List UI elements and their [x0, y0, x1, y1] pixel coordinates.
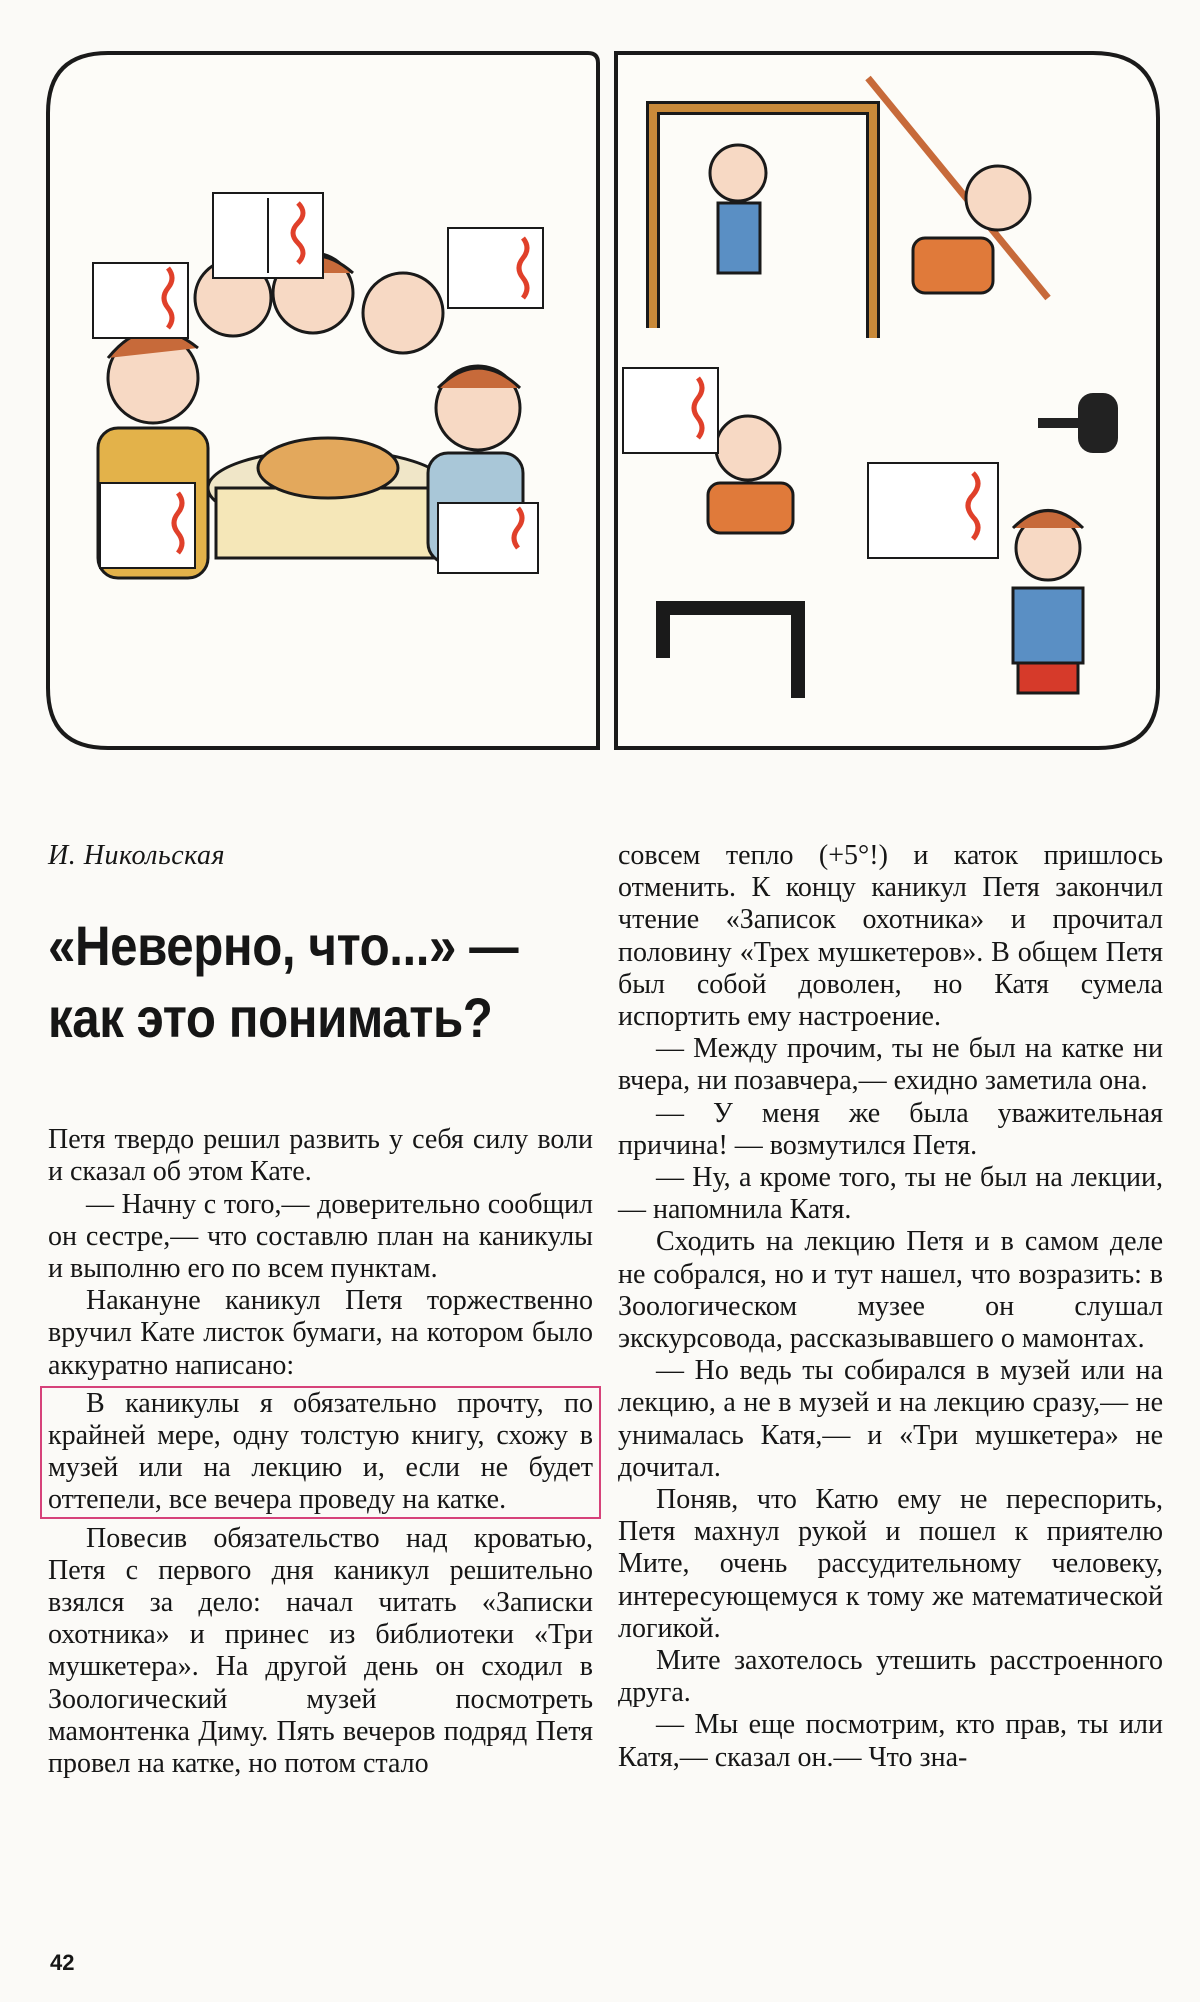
paragraph: — У меня же была уважительная причина! — возмутился Петя.: [618, 1097, 1163, 1161]
article-title: [48, 910, 594, 1054]
paragraph: Повесив обязательство над кроватью, Петя с первого дня каникул решительно взялся за дело: начал читать «Записки охотника» и принес из библиотеки «Три мушкетера». На другой день он сходил в Зоологический музей посмотреть мамонтенка Диму. Пять вечеров подряд Петя провел на катке, но потом стало: [48, 1522, 593, 1780]
boxed-pledge: [40, 1386, 601, 1519]
paragraph: Поняв, что Катю ему не переспорить, Петя махнул рукой и пошел к приятелю Мите, очень рассудительному человеку, интересующемуся к тому же математической логикой.: [618, 1484, 1163, 1644]
paragraph: — Но ведь ты собирался в музей или на лекцию, а не в музей и на лекцию сразу,— не унималась Катя,— и «Три мушкетера» не дочитал.: [618, 1355, 1163, 1483]
title-line-1: «Неверно, что...» —: [48, 914, 519, 978]
illustration-left-panel: [48, 53, 598, 748]
paragraph: совсем тепло (+5°!) и каток пришлось отменить. К концу каникул Петя закончил чтение «Записок охотника» и прочитал половину «Трех мушкетеров». В общем Петя был собой доволен, но Катя сумела испортить ему настроение.: [618, 840, 1163, 1033]
author-byline: И. Никольская: [48, 840, 226, 871]
right-column: [618, 840, 1163, 1774]
paragraph: — Мы еще посмотрим, кто прав, ты или Катя,— сказал он.— Что зна-: [618, 1709, 1163, 1773]
page-number: 42: [50, 1950, 75, 1975]
paragraph: Петя твердо решил развить у себя силу воли и сказал об этом Кате.: [48, 1124, 593, 1188]
pledge-text: В каникулы я обязательно прочту, по крайней мере, одну толстую книгу, схожу в музей или на лекцию и, если не будет оттепели, все вечера проведу на катке.: [48, 1387, 593, 1516]
paragraph: Мите захотелось утешить расстроенного друга.: [618, 1645, 1163, 1709]
paragraph: — Начну с того,— доверительно сообщил он сестре,— что составлю план на каникулы и выполню его по всем пунктам.: [48, 1188, 593, 1285]
cartoon-illustration: [38, 48, 1168, 760]
paragraph: — Между прочим, ты не был на катке ни вчера, ни позавчера,— ехидно заметила она.: [618, 1033, 1163, 1097]
illustration-right-panel: [616, 53, 1158, 748]
paragraph: — Ну, а кроме того, ты не был на лекции,— напомнила Катя.: [618, 1162, 1163, 1226]
paragraph: Накануне каникул Петя торжественно вручил Кате листок бумаги, на котором было аккуратно написано:: [48, 1285, 593, 1381]
paragraph: Сходить на лекцию Петя и в самом деле не собрался, но и тут нашел, что возразить: в Зоологическом музее он слушал экскурсовода, рассказывавшего о мамонтах.: [618, 1226, 1163, 1355]
left-column: [48, 840, 593, 1780]
title-line-2: как это понимать?: [48, 986, 493, 1050]
